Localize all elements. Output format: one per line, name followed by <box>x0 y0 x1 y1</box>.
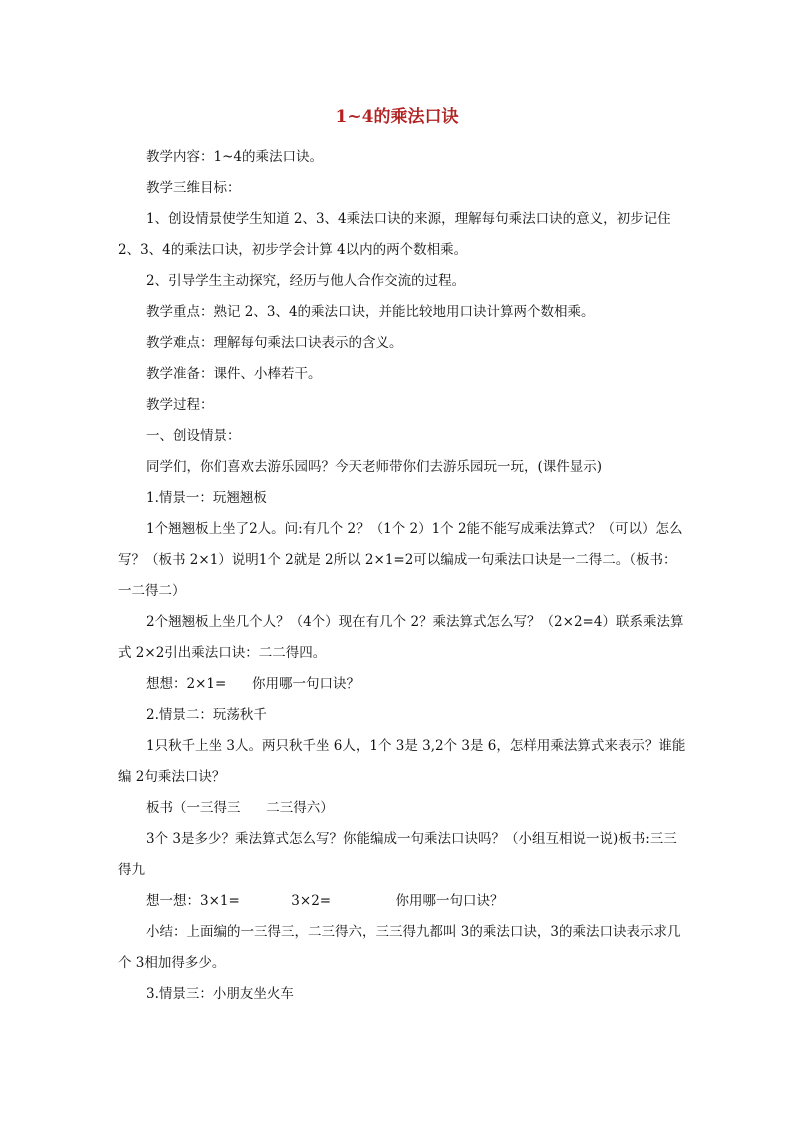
paragraph-think-1: 想想：2×1= 你用哪一句口诀？ <box>146 676 361 692</box>
document-body <box>118 142 690 1010</box>
paragraph-scene-2-heading: 2.情景二：玩荡秋千 <box>146 707 267 723</box>
paragraph-summary: 小结：上面编的一三得三，二三得六，三三得九都叫 3的乘法口诀，3的乘法口诀表示求几个 3相加得多少。 <box>118 924 681 971</box>
paragraph-scene-1-text-2: 2个翘翘板上坐几个人？（4个）现在有几个 2？乘法算式怎么写？（2×2=4）联系乘法算式 2×2引出乘法口诀：二二得四。 <box>118 614 684 661</box>
paragraph-scene-1-heading: 1.情景一：玩翘翘板 <box>146 490 267 506</box>
paragraph-scene-1-text-1: 1个翘翘板上坐了2人。问:有几个 2？（1个 2）1个 2能不能写成乘法算式？（可以）怎么写？（板书 2×1）说明1个 2就是 2所以 2×1=2可以编成一句乘法口诀是一二得二。（板书：一二得二） <box>118 521 683 599</box>
paragraph-board-writing: 板书（一三得三 二三得六） <box>146 800 334 816</box>
paragraph-teaching-content: 教学内容：1~4的乘法口诀。 <box>146 149 323 165</box>
paragraph-section-one: 一、创设情景： <box>146 428 241 444</box>
paragraph-process-heading: 教学过程： <box>146 397 214 413</box>
document-title: 1~4的乘法口诀 <box>335 107 459 127</box>
paragraph-key-point: 教学重点：熟记 2、3、4的乘法口诀，并能比较地用口诀计算两个数相乘。 <box>146 304 595 320</box>
paragraph-objectives-heading: 教学三维目标： <box>146 180 241 196</box>
paragraph-scene-2-text-1: 1只秋千上坐 3人。两只秋千坐 6人，1个 3是 3,2个 3是 6，怎样用乘法算式来表示？谁能编 2句乘法口诀？ <box>118 738 686 785</box>
paragraph-preparation: 教学准备：课件、小棒若干。 <box>146 366 322 382</box>
paragraph-scene-2-text-2: 3个 3是多少？乘法算式怎么写？你能编成一句乘法口诀吗？（小组互相说一说)板书:三三得九 <box>118 831 677 878</box>
paragraph-objective-2: 2、引导学生主动探究，经历与他人合作交流的过程。 <box>146 273 466 289</box>
paragraph-intro: 同学们，你们喜欢去游乐园吗？今天老师带你们去游乐园玩一玩，(课件显示) <box>146 459 603 475</box>
paragraph-scene-3-heading: 3.情景三：小朋友坐火车 <box>146 986 294 1002</box>
paragraph-objective-1: 1、创设情景使学生知道 2、3、4乘法口诀的来源，理解每句乘法口诀的意义，初步记住 2、3、4的乘法口诀，初步学会计算 4以内的两个数相乘。 <box>118 211 675 258</box>
paragraph-difficulty: 教学难点：理解每句乘法口诀表示的含义。 <box>146 335 403 351</box>
paragraph-think-2: 想一想：3×1= 3×2= 你用哪一句口诀？ <box>146 893 504 909</box>
